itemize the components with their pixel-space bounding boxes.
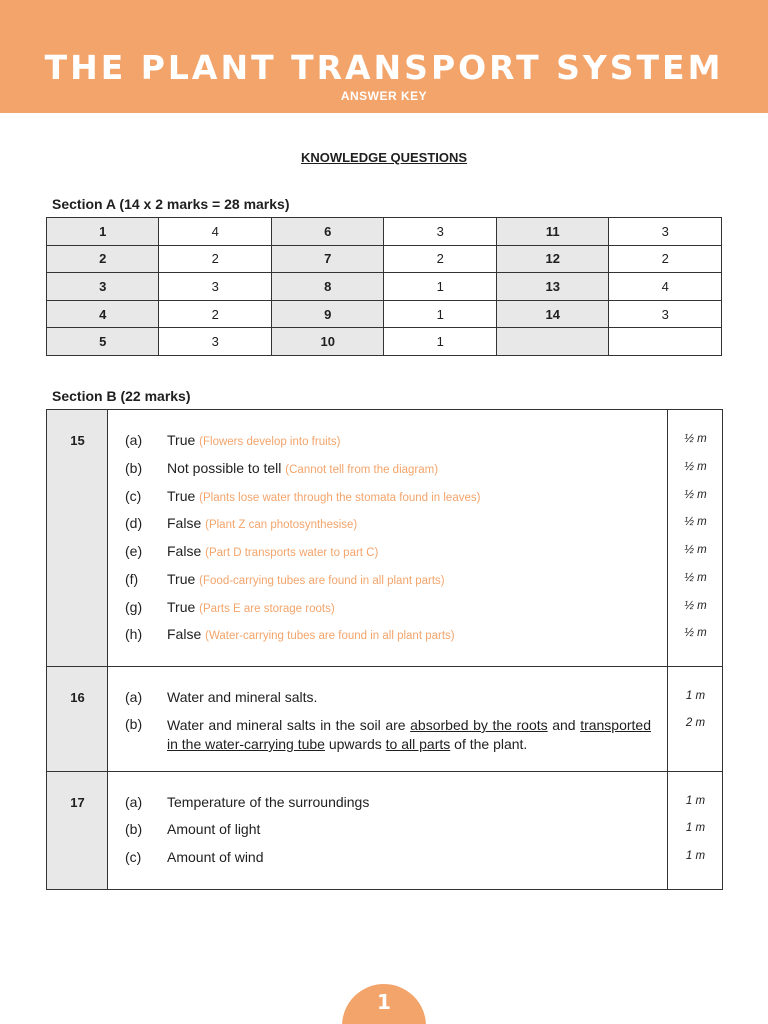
answer-cell: 3 [159,273,271,301]
answer-text: Not possible to tell [167,460,282,476]
answer-cell: 1 [384,300,496,328]
answer-cell: 2 [384,245,496,273]
question-number [496,328,609,356]
item-label: (b) [125,460,143,476]
item-answer [167,626,455,642]
table-row [47,328,722,356]
item-label: (b) [125,821,143,837]
row-divider [47,666,722,667]
answer-note: (Plants lose water through the stomata found in leaves) [199,492,481,504]
answer-text: True [167,488,196,504]
list-item [47,488,724,508]
mark-value: 1 m [685,822,706,834]
marks-column-divider [667,410,668,889]
question-number: 5 [47,328,159,356]
knowledge-questions-heading: KNOWLEDGE QUESTIONS [300,150,468,165]
list-item [47,460,724,480]
list-item [47,571,724,591]
question-number: 14 [496,300,609,328]
item-label: (f) [125,571,139,587]
answer-text: True [167,571,196,587]
mark-value: 1 m [685,690,706,702]
list-item [47,599,724,619]
list-item [47,515,724,535]
answer-text: of the plant. [450,736,528,752]
answer-note: (Food-carrying tubes are found in all plant parts) [199,575,445,587]
item-label: (e) [125,543,143,559]
answer-note: (Parts E are storage roots) [199,603,335,615]
table-row [47,245,722,273]
list-item [47,794,724,814]
list-item [47,543,724,563]
mark-value: ½ m [684,600,707,612]
question-number-column [47,410,108,889]
answer-cell: 3 [159,328,271,356]
item-answer: Temperature of the surroundings [167,794,370,810]
answer-text: False [167,543,202,559]
row-divider [47,771,722,772]
mark-value: 1 m [685,850,706,862]
answer-text: True [167,599,196,615]
item-label: (a) [125,794,143,810]
item-answer [167,488,480,504]
item-label: (a) [125,689,143,705]
item-label: (b) [125,716,143,732]
list-item [47,849,724,869]
answer-text: Water and mineral salts in the soil are [167,717,411,733]
list-item [47,626,724,646]
key-phrase: to all parts [385,736,451,752]
mark-value: ½ m [684,572,707,584]
item-label: (d) [125,515,143,531]
list-item [47,821,724,841]
section-a-table [46,217,722,356]
answer-text: and [547,717,581,733]
item-answer-paragraph [167,716,651,754]
answer-cell: 1 [384,273,496,301]
question-17-number: 17 [70,795,85,810]
question-number: 4 [47,300,159,328]
item-answer: Amount of wind [167,849,264,865]
item-answer [167,515,357,531]
table-row [47,300,722,328]
answer-note: (Part D transports water to part C) [205,547,379,559]
item-answer [167,460,438,476]
question-number: 1 [47,218,159,246]
answer-text: upwards [324,736,386,752]
list-item [47,432,724,452]
answer-cell: 4 [609,273,722,301]
question-15-number: 15 [70,433,85,448]
item-label: (c) [125,849,142,865]
item-answer [167,599,335,615]
answer-cell: 3 [384,218,496,246]
question-number: 2 [47,245,159,273]
mark-value: ½ m [684,627,707,639]
question-number: 10 [271,328,384,356]
answer-cell: 3 [609,218,722,246]
answer-note: (Water-carrying tubes are found in all plant parts) [205,630,455,642]
item-label: (g) [125,599,143,615]
question-number: 9 [271,300,384,328]
answer-note: (Cannot tell from the diagram) [285,464,439,476]
item-answer [167,432,340,448]
item-label: (h) [125,626,143,642]
list-item [47,689,724,709]
question-number: 12 [496,245,609,273]
question-number: 3 [47,273,159,301]
section-a-heading: Section A (14 x 2 marks = 28 marks) [52,196,290,212]
answer-note: (Plant Z can photosynthesise) [205,519,358,531]
answer-cell: 2 [609,245,722,273]
answer-cell: 2 [159,245,271,273]
item-answer: Water and mineral salts. [167,689,318,705]
item-answer [167,571,445,587]
key-phrase: absorbed by the roots [410,717,548,733]
mark-value: ½ m [684,544,707,556]
mark-value: ½ m [684,461,707,473]
section-b-heading: Section B (22 marks) [52,388,191,404]
item-answer [167,543,378,559]
item-label: (c) [125,488,142,504]
answer-text: True [167,432,196,448]
mark-value: 2 m [685,717,706,729]
mark-value: ½ m [684,516,707,528]
question-number: 6 [271,218,384,246]
answer-text: False [167,515,202,531]
mark-value: ½ m [684,433,707,445]
answer-text: False [167,626,202,642]
answer-cell: 4 [159,218,271,246]
question-16-number: 16 [70,690,85,705]
page-title: THE PLANT TRANSPORT SYSTEM [44,48,724,87]
item-label: (a) [125,432,143,448]
question-number: 7 [271,245,384,273]
question-number: 13 [496,273,609,301]
key-phrase: transported in the water-carrying tube [167,717,652,752]
table-row [47,273,722,301]
table-row [47,218,722,246]
answer-cell: 1 [384,328,496,356]
page-number: 1 [377,990,391,1014]
mark-value: ½ m [684,489,707,501]
mark-value: 1 m [685,795,706,807]
answer-note: (Flowers develop into fruits) [199,436,341,448]
question-number: 11 [496,218,609,246]
section-b-table [46,409,723,890]
item-answer: Amount of light [167,821,261,837]
answer-cell [609,328,722,356]
question-number: 8 [271,273,384,301]
answer-cell: 2 [159,300,271,328]
answer-cell: 3 [609,300,722,328]
page-subtitle: ANSWER KEY [340,89,428,103]
